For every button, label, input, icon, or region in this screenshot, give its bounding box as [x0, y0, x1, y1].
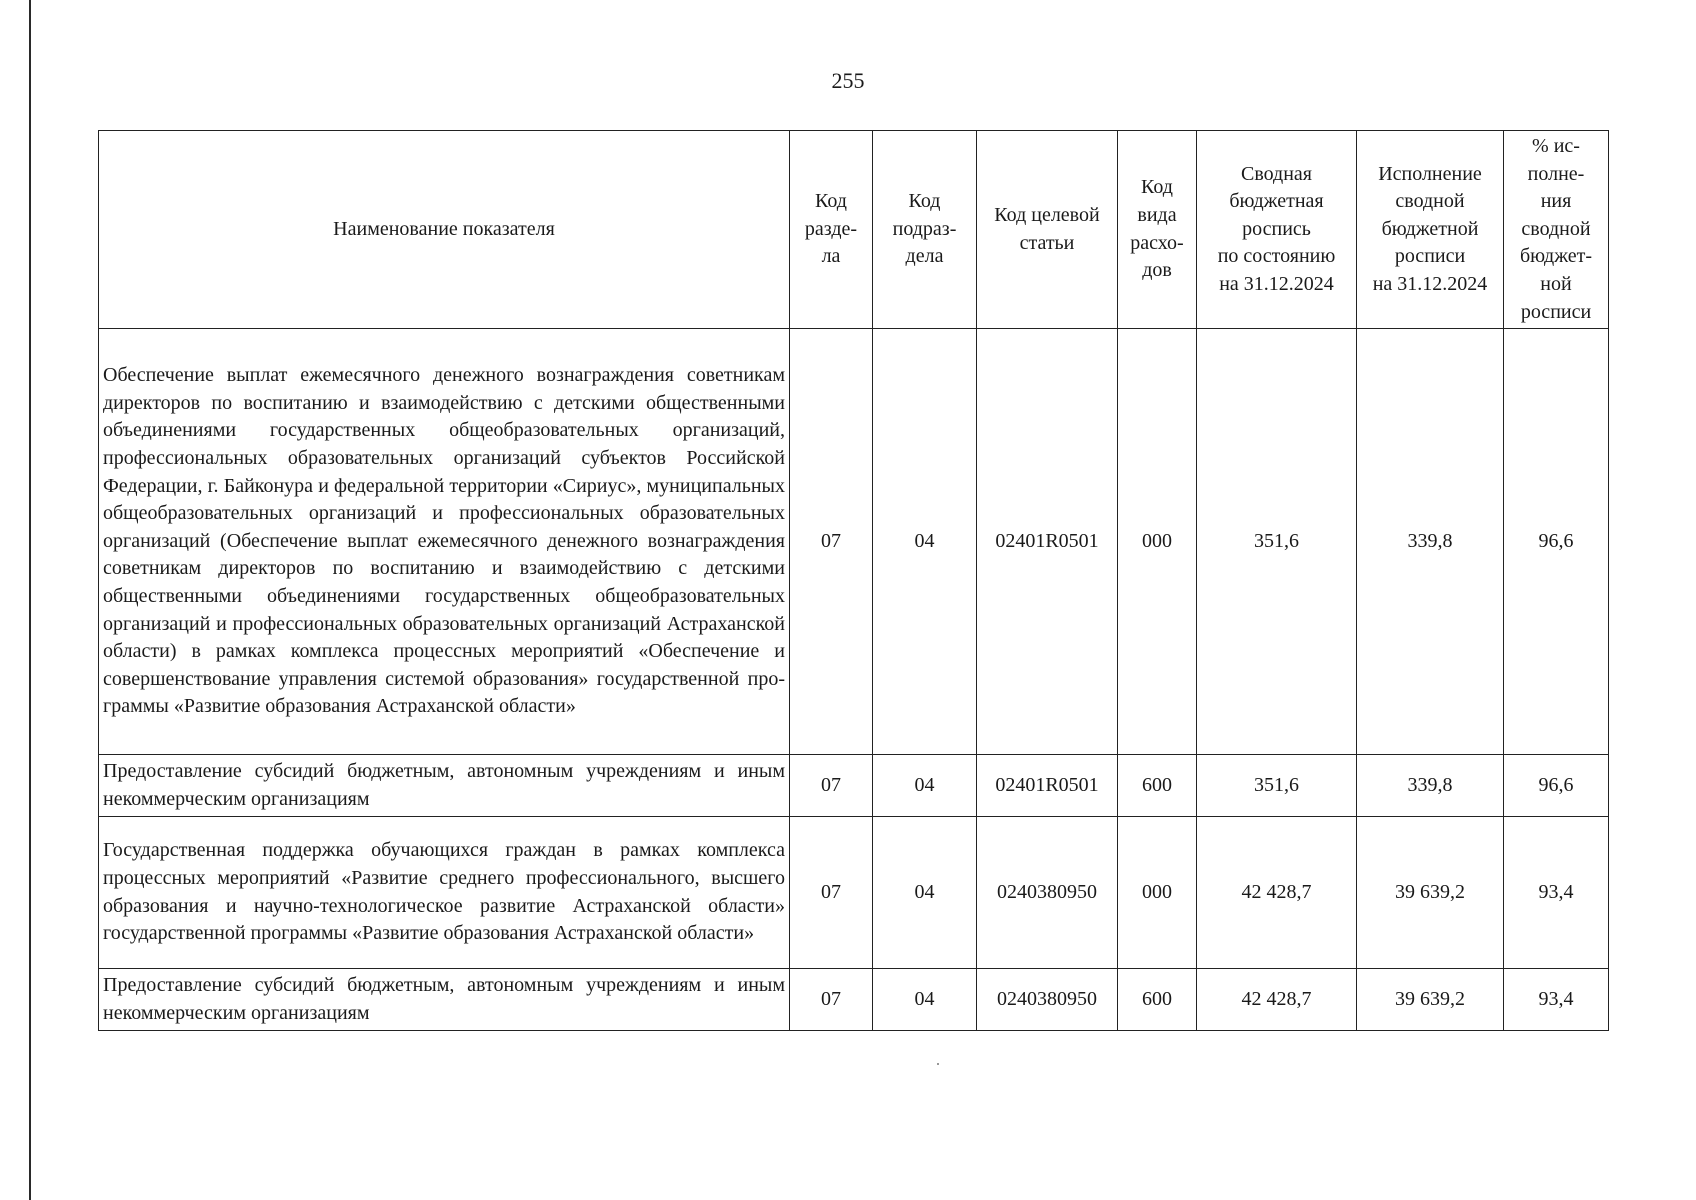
row-subsection-code: 04 — [873, 329, 977, 755]
row-percent-value: 96,6 — [1504, 329, 1609, 755]
page-number-text: 255 — [831, 68, 865, 93]
row-section-code: 07 — [790, 755, 873, 817]
row-budget-value: 42 428,7 — [1197, 969, 1357, 1031]
header-budget-execution: Исполнение сводной бюджетной росписи на 31.12.2024 — [1357, 131, 1504, 329]
table-header-row — [99, 131, 1609, 329]
header-expense-type-code: Код вида расхо- дов — [1118, 131, 1197, 329]
row-subsection-code: 04 — [873, 755, 977, 817]
scan-speck — [937, 1063, 939, 1065]
page-number — [0, 68, 1696, 94]
row-target-code: 02401R0501 — [977, 329, 1118, 755]
row-execution-value: 339,8 — [1357, 755, 1504, 817]
row-execution-value: 339,8 — [1357, 329, 1504, 755]
row-section-code: 07 — [790, 969, 873, 1031]
row-name: Предоставление субсидий бюджетным, автономным учреждениям и иным некоммерческим организациям — [99, 969, 790, 1031]
row-budget-value: 42 428,7 — [1197, 817, 1357, 969]
row-execution-value: 39 639,2 — [1357, 817, 1504, 969]
header-execution-percent: % ис- полне- ния сводной бюджет- ной росписи — [1504, 131, 1609, 329]
row-target-code: 0240380950 — [977, 817, 1118, 969]
row-percent-value: 93,4 — [1504, 817, 1609, 969]
row-percent-value: 93,4 — [1504, 969, 1609, 1031]
header-target-code: Код целевой статьи — [977, 131, 1118, 329]
row-section-code: 07 — [790, 817, 873, 969]
row-name: Государственная поддержка обучающихся граждан в рамках комплекса процессных мероприятий «Развитие среднего профессионального, высшего образования и научно-технологическое развитие Астраханской области» государственной программы «Развитие образования Астраханской области» — [99, 817, 790, 969]
row-subsection-code: 04 — [873, 969, 977, 1031]
header-indicator-name: Наименование показателя — [99, 131, 790, 329]
header-subsection-code: Код подраз- дела — [873, 131, 977, 329]
row-target-code: 02401R0501 — [977, 755, 1118, 817]
row-percent-value: 96,6 — [1504, 755, 1609, 817]
header-section-code: Код разде- ла — [790, 131, 873, 329]
table-row — [99, 329, 1609, 755]
row-name: Предоставление субсидий бюджетным, автономным учреждениям и иным некоммерческим организациям — [99, 755, 790, 817]
table-row — [99, 817, 1609, 969]
table-row — [99, 969, 1609, 1031]
budget-execution-table — [98, 130, 1609, 1031]
row-expense-type-code: 000 — [1118, 817, 1197, 969]
row-name: Обеспечение выплат ежемесячного денежного вознаграждения советникам директоров по воспитанию и взаимодействию с детскими общественными объединениями государственных общеобразовательных организаций, профессиональных образовательных организаций субъектов Российской Федерации, г. Байконура и федеральной территории «Сириус», муниципальных общеобразовательных организаций и профессиональных образовательных организаций (Обеспечение выплат ежемесячного денежного вознаграждения советникам директоров по воспитанию и взаимодействию с детскими общественными объединениями государственных общеобразовательных организаций и профессиональных образовательных организаций Астраханской области) в рамках комплекса процессных мероприятий «Обеспечение и совершенствование управления системой образования» государственной программы «Развитие образования Астраханской области» — [99, 329, 790, 755]
table-row — [99, 755, 1609, 817]
row-execution-value: 39 639,2 — [1357, 969, 1504, 1031]
binding-line — [29, 0, 31, 1200]
row-expense-type-code: 600 — [1118, 969, 1197, 1031]
row-expense-type-code: 600 — [1118, 755, 1197, 817]
row-expense-type-code: 000 — [1118, 329, 1197, 755]
row-section-code: 07 — [790, 329, 873, 755]
row-subsection-code: 04 — [873, 817, 977, 969]
row-budget-value: 351,6 — [1197, 755, 1357, 817]
row-budget-value: 351,6 — [1197, 329, 1357, 755]
header-consolidated-budget: Сводная бюджетная роспись по состоянию на 31.12.2024 — [1197, 131, 1357, 329]
row-target-code: 0240380950 — [977, 969, 1118, 1031]
